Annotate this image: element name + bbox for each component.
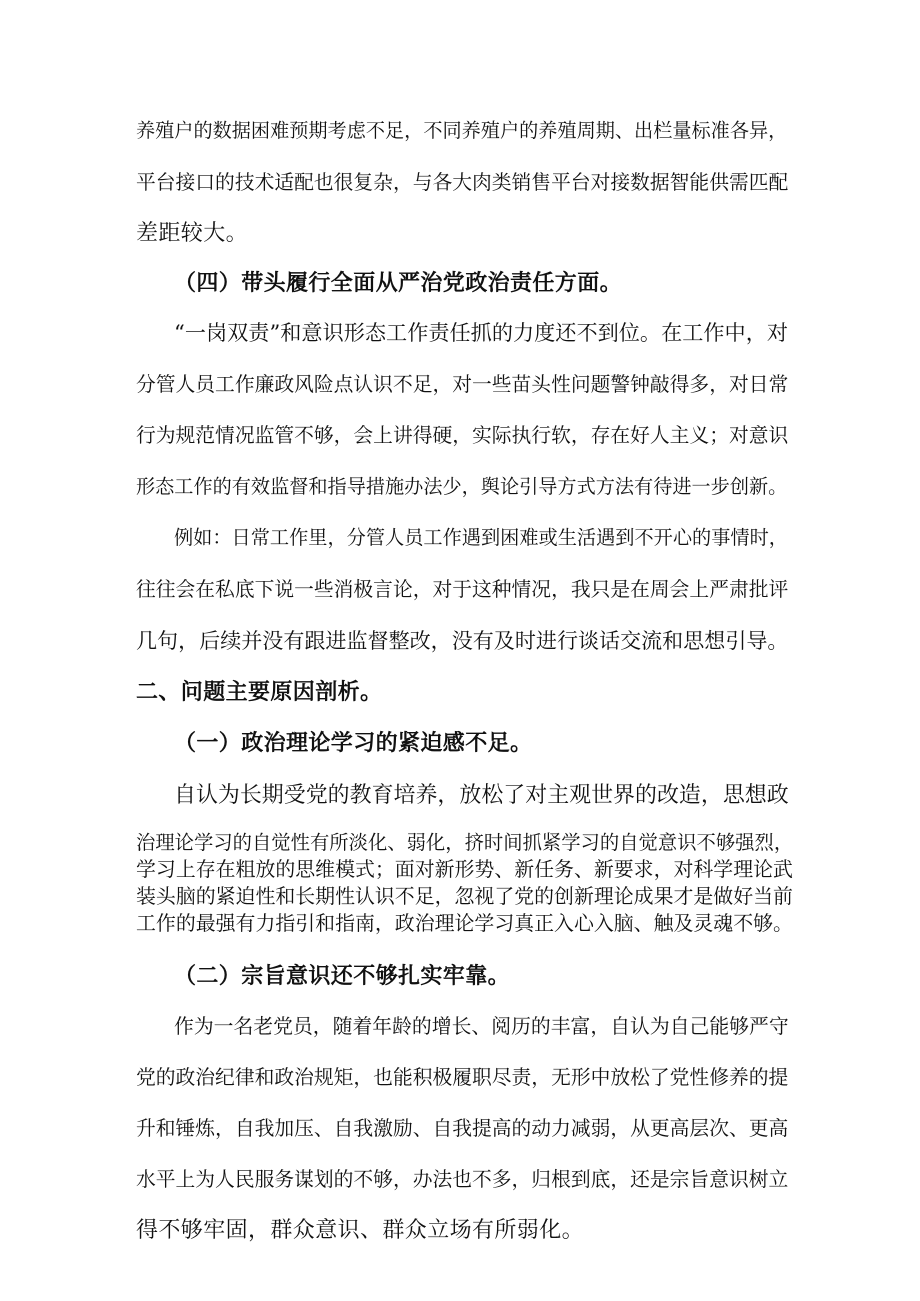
subsection-heading: （二）宗旨意识还不够扎实牢靠。	[174, 963, 511, 989]
paragraph-line: 治理论学习的自觉性有所淡化、弱化，挤时间抓紧学习的自觉意识不够强烈，	[136, 831, 794, 854]
paragraph-line: 自认为长期受党的教育培养，放松了对主观世界的改造，思想政	[174, 783, 789, 808]
paragraph-line: 党的政治纪律和政治规矩，也能积极履职尽责，无形中放松了党性修养的提	[136, 1066, 789, 1089]
paragraph-line: 几句，后续并没有跟进监督整改，没有及时进行谈话交流和思想引导。	[136, 628, 789, 653]
paragraph-line: 得不够牢固，群众意识、群众立场有所弱化。	[136, 1218, 585, 1243]
subsection-heading: （一）政治理论学习的紧迫感不足。	[174, 730, 533, 756]
paragraph-line: 平台接口的技术适配也很复杂，与各大肉类销售平台对接数据智能供需匹配	[136, 171, 789, 194]
paragraph-line: 学习上存在粗放的思维模式；面对新形势、新任务、新要求，对科学理论武	[136, 858, 793, 881]
section-heading: 二、问题主要原因剖析。	[136, 679, 383, 705]
paragraph-line: 工作的最强有力指引和指南，政治理论学习真正入心入脑、触及灵魂不够。	[136, 912, 793, 935]
paragraph-line: 例如：日常工作里，分管人员工作遇到困难或生活遇到不开心的事情时，	[174, 526, 788, 549]
paragraph-line: 分管人员工作廉政风险点认识不足，对一些苗头性问题警钟敲得多，对日常	[136, 373, 789, 396]
paragraph-line: 行为规范情况监管不够，会上讲得硬，实际执行软，存在好人主义；对意识	[136, 424, 789, 447]
paragraph-line: 升和锤炼，自我加压、自我激励、自我提高的动力减弱，从更高层次、更高	[136, 1117, 789, 1140]
paragraph-line: 装头脑的紧迫性和长期性认识不足，忽视了党的创新理论成果才是做好当前	[136, 885, 793, 908]
paragraph-line: 作为一名老党员，随着年龄的增长、阅历的丰富，自认为自己能够严守	[174, 1015, 789, 1038]
paragraph-line: 养殖户的数据困难预期考虑不足，不同养殖户的养殖周期、出栏量标准各异，	[136, 119, 788, 142]
paragraph-line: 形态工作的有效监督和指导措施办法少，舆论引导方式方法有待进一步创新。	[136, 475, 788, 498]
paragraph-line: 水平上为人民服务谋划的不够，办法也不多，归根到底，还是宗旨意识树立	[136, 1168, 789, 1191]
paragraph-line: 往往会在私底下说一些消极言论，对于这种情况，我只是在周会上严肃批评	[136, 578, 789, 601]
section-heading: （四）带头履行全面从严治党政治责任方面。	[174, 270, 623, 296]
paragraph-line: “一岗双责”和意识形态工作责任抓的力度还不到位。在工作中，对	[174, 320, 789, 345]
paragraph-line: 差距较大。	[136, 221, 249, 246]
